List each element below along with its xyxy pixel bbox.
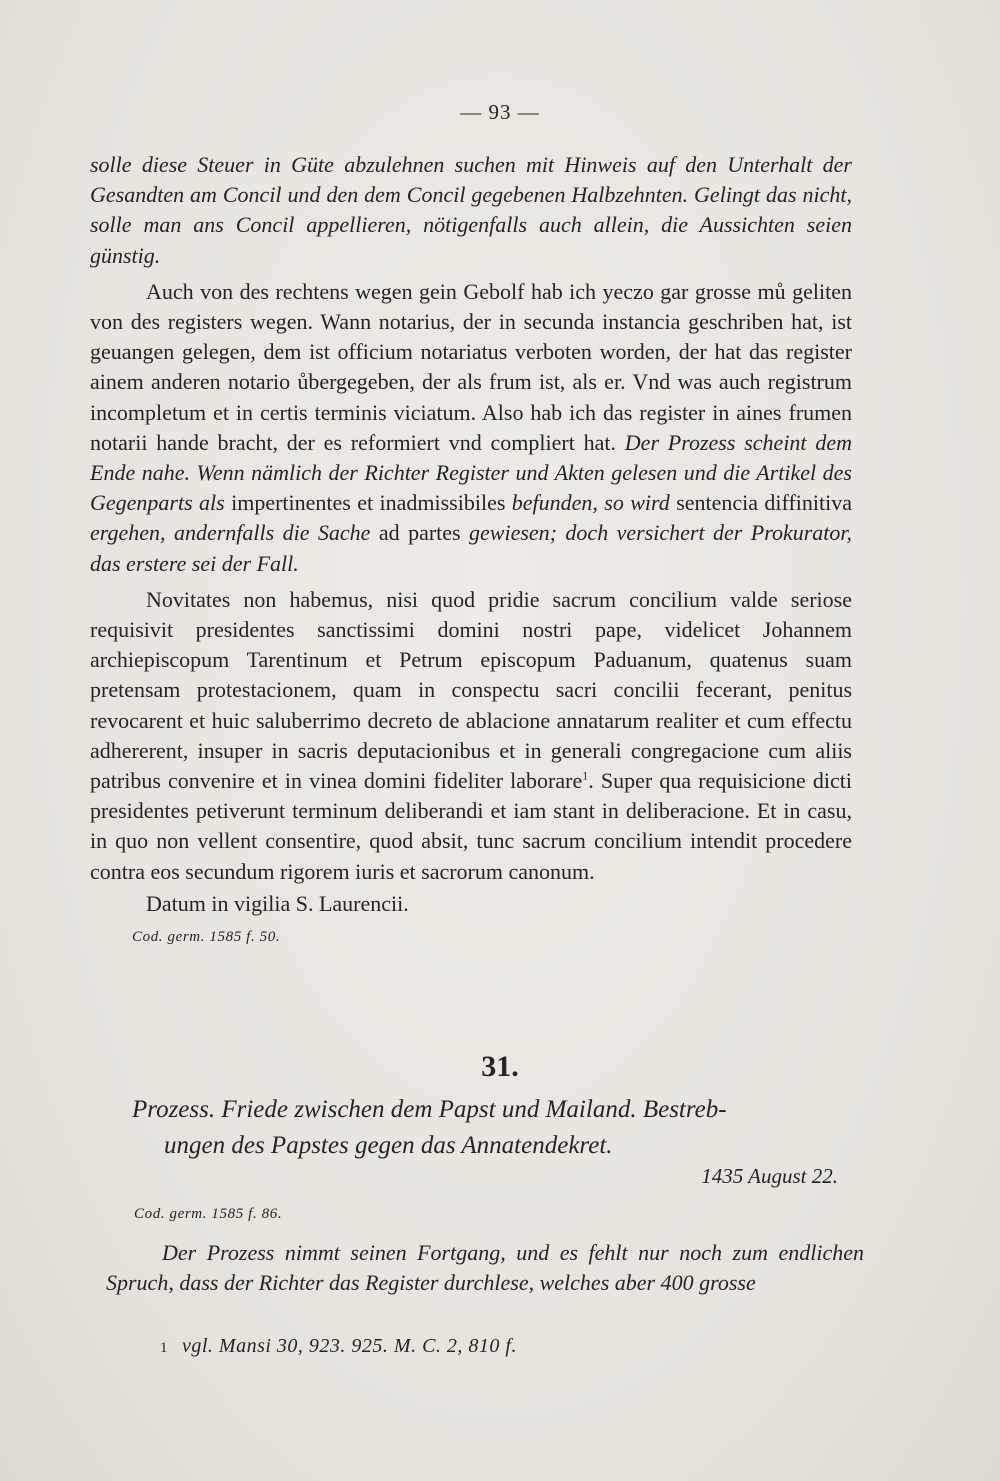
source-citation-1: Cod. germ. 1585 f. 50. <box>132 929 281 946</box>
paragraph-letter-register <box>90 277 852 579</box>
text-segment: ergehen, andernfalls die Sache <box>90 520 379 546</box>
document-number: 31. <box>481 1050 519 1083</box>
paragraph-datum <box>90 889 852 919</box>
text-segment: Novitates non habemus, nisi quod pridie sacrum concilium valde seriose requisivit presidentes sanctissimi domini nostri pape, videlicet Johannem archiepiscopum Tarentinum et Petrum episcopum Paduanum, quatenus suam pretensam protestacionem, quam in conspectu sacri concilii fecerant, penitus revocarent et huic saluberrimo decreto de ablacione annatarum realiter et cum effectu adhererent, insuper in sacris deputacionibus et in generali congregacione cum aliis patribus convenire et in vinea domini fideliter laborare <box>90 586 852 794</box>
page-number: — 93 — <box>460 100 540 124</box>
footnote <box>160 1335 517 1358</box>
document-date: 1435 August 22. <box>701 1164 838 1188</box>
text-segment: befunden, so wird <box>511 490 677 516</box>
text-segment: solle diese Steuer in Güte abzulehnen suchen mit Hinweis auf den Unterhalt der Gesandten am Concil und den dem Concil gegebenen Halbzehnten. Gelingt das nicht, solle man ans Concil appellieren, nötigenfalls auch allein, die Aussichten seien günstig. <box>90 152 852 268</box>
footnote-reference: 1 <box>582 768 589 783</box>
body-text <box>90 150 852 946</box>
paragraph-summary-continuation <box>90 150 852 271</box>
text-segment: ad partes <box>378 520 470 546</box>
source-citation-2: Cod. germ. 1585 f. 86. <box>134 1206 283 1222</box>
text-segment: sentencia diffinitiva <box>676 490 853 516</box>
heading-line-2: ungen des Papstes gegen das Annatendekret. <box>164 1132 613 1159</box>
summary-block <box>106 1238 864 1298</box>
summary-paragraph: Der Prozess nimmt seinen Fortgang, und es fehlt nur noch zum endlichen Spruch, dass der Richter das Register durchlese, welches aber 400 grosse <box>106 1240 864 1296</box>
paragraph-letter-novitates <box>90 585 852 887</box>
text-segment: Auch von des rechtens wegen gein Gebolf hab ich yeczo gar grosse mů geliten von des registers wegen. Wann notarius, der in secunda instancia geschriben hat, ist geuangen gelegen, dem ist officium notariatus verboten worden, der hat das register ainem anderen notario ůbergegeben, der als frum ist, als er. Vnd was auch registrum incompletum et in certis terminis viciatum. Also hab ich das register in aines frumen notarii hande bracht, der es reformiert vnd compliert hat. <box>90 278 852 455</box>
text-segment: impertinentes et inadmissibiles <box>231 490 512 516</box>
footnote-marker: 1 <box>160 1340 168 1356</box>
text-segment: . Super qua requisicione dicti presidentes petiverunt terminum deliberandi et iam stant in deliberacione. Et in casu, in quo non vellent consentire, quod absit, tunc sacrum concilium intendit procedere contra eos secundum rigorem iuris et sacrorum canonum. <box>90 768 852 884</box>
document-heading <box>132 1092 864 1164</box>
footnote-text: vgl. Mansi 30, 923. 925. M. C. 2, 810 f. <box>182 1335 517 1357</box>
text-segment: Datum in vigilia S. Laurencii. <box>146 890 409 916</box>
text-segment: Der Prozess scheint dem Ende nahe. Wenn nämlich der Richter Register und Akten gelesen und die Artikel des Gegenparts als <box>90 429 852 516</box>
heading-line-1: Prozess. Friede zwischen dem Papst und Mailand. Bestreb- <box>132 1096 727 1123</box>
text-segment: gewiesen; doch versichert der Prokurator, das erstere sei der Fall. <box>90 520 853 576</box>
